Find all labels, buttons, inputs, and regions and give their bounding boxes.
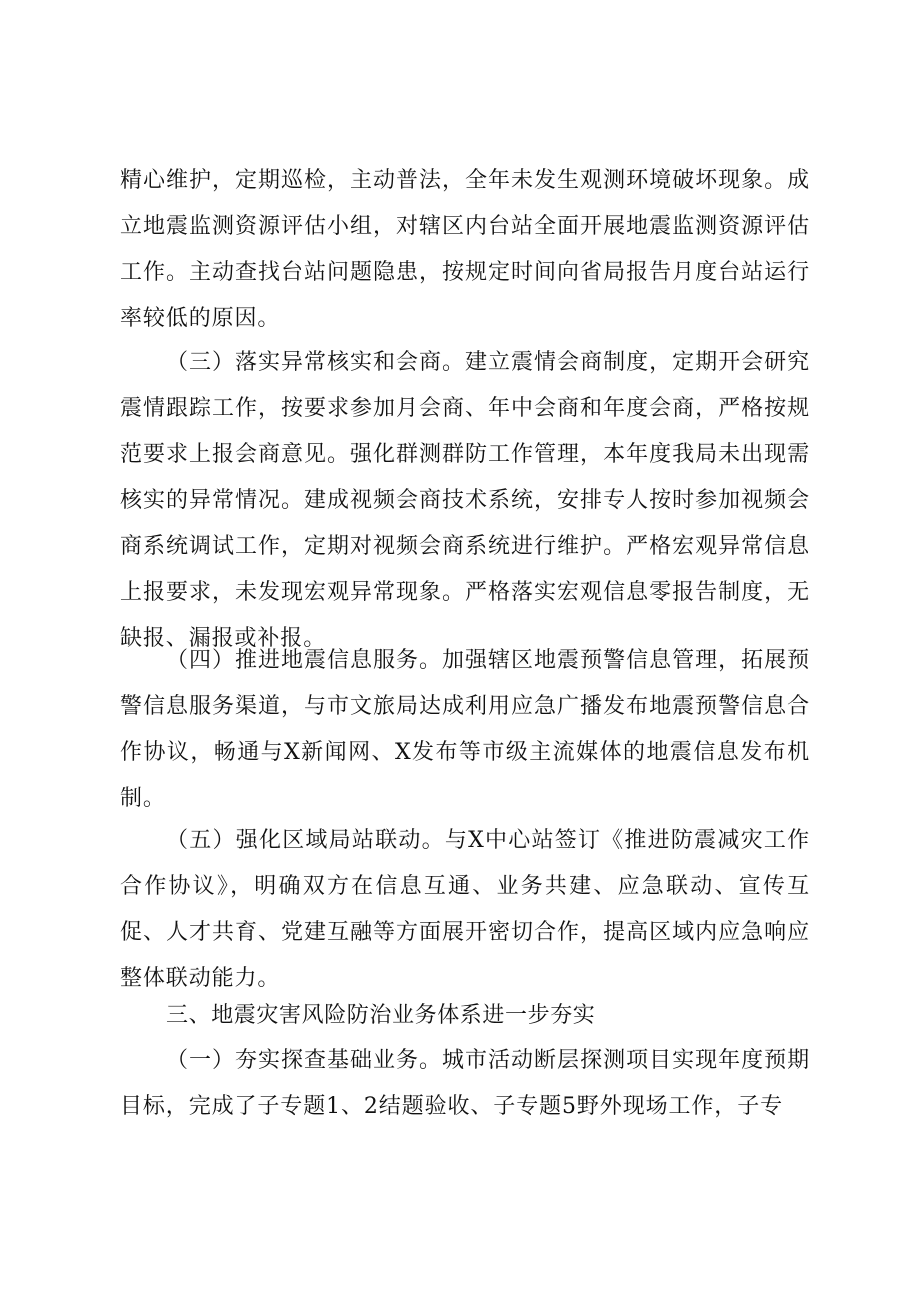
paragraph-section-5: （五）强化区域局站联动。与X中心站签订《推进防震减灾工作合作协议》，明确双方在信息互通、业务共建、应急联动、宣传互促、人才共育、党建互融等方面展开密切合作，提高区域内应急响应整体联动能力。 — [120, 828, 810, 991]
paragraph-section-3: （三）落实异常核实和会商。建立震情会商制度，定期开会研究震情跟踪工作，按要求参加月会商、年中会商和年度会商，严格按规范要求上报会商意见。强化群测群防工作管理，本年度我局未出现需核实的异常情况。建成视频会商技术系统，安排专人按时参加视频会商系统调试工作，定期对视频会商系统进行维护。严格宏观异常信息上报要求，未发现宏观异常现象。严格落实宏观信息零报告制度，无缺报、漏报或补报。 — [120, 350, 810, 651]
paragraph-subsection-1: （一）夯实探查基础业务。城市活动断层探测项目实现年度预期目标，完成了子专题1、2结题验收、子专题5野外现场工作，子专 — [120, 1048, 810, 1119]
section-heading-three: 三、地震灾害风险防治业务体系进一步夯实 — [166, 1003, 596, 1028]
paragraph-section-4: （四）推进地震信息服务。加强辖区地震预警信息管理，拓展预警信息服务渠道，与市文旅局达成利用应急广播发布地震预警信息合作协议，畅通与X新闻网、X发布等市级主流媒体的地震信息发布机制。 — [120, 648, 810, 811]
paragraph-continuation: 精心维护，定期巡检，主动普法，全年未发生观测环境破坏现象。成立地震监测资源评估小组，对辖区内台站全面开展地震监测资源评估工作。主动查找台站问题隐患，按规定时间向省局报告月度台站运行率较低的原因。 — [120, 168, 810, 331]
